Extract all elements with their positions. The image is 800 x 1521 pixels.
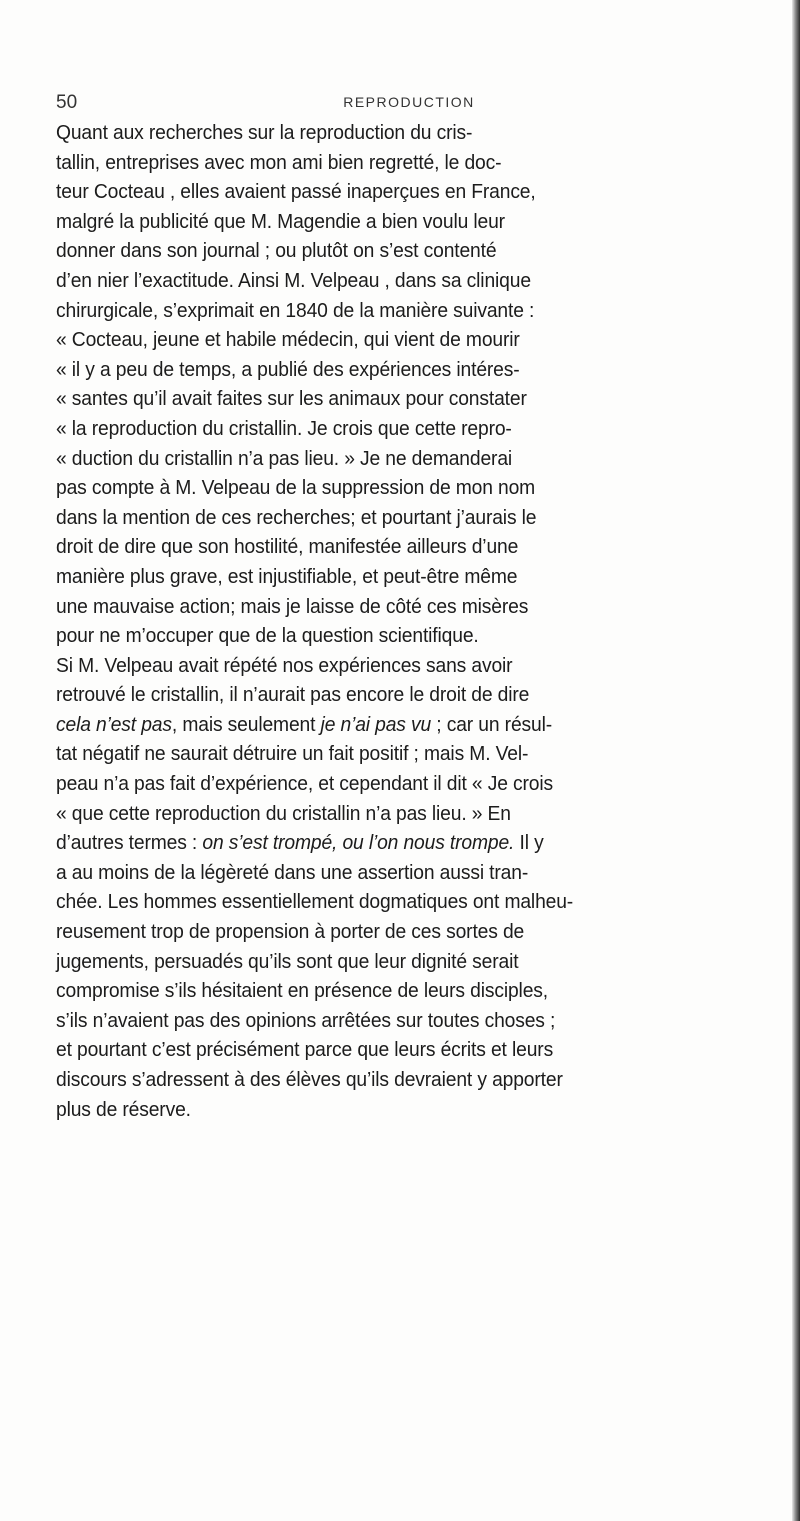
text-line — [56, 177, 748, 207]
text-segment: Il y — [514, 831, 544, 855]
text-segment: pour ne m’occuper que de la question scientifique. — [56, 624, 479, 648]
text-line — [56, 651, 748, 681]
text-line — [56, 444, 748, 474]
text-line — [56, 266, 748, 296]
text-line — [56, 887, 748, 917]
text-segment: « Cocteau, jeune et habile médecin, qui vient de mourir — [56, 328, 520, 352]
text-segment: discours s’adressent à des élèves qu’ils devraient y apporter — [56, 1068, 563, 1091]
text-segment: pas compte à M. Velpeau de la suppression de mon nom — [56, 476, 536, 500]
text-segment: s’ils n’avaient pas des opinions arrêtées sur toutes choses ; — [56, 1008, 556, 1032]
text-line — [56, 355, 748, 385]
italic-text: on s’est trompé, ou l’on nous trompe. — [202, 831, 515, 855]
text-segment: Si M. Velpeau avait répété nos expériences sans avoir — [56, 653, 513, 677]
text-line — [56, 207, 748, 237]
body-text — [56, 118, 792, 1124]
text-segment: a au moins de la légèreté dans une assertion aussi tran- — [56, 860, 529, 884]
text-line — [56, 1006, 748, 1036]
text-segment: d’en nier l’exactitude. Ainsi M. Velpeau , dans sa clinique — [56, 268, 531, 292]
text-line — [56, 414, 748, 444]
text-line — [56, 384, 748, 414]
text-segment: « duction du cristallin n’a pas lieu. » Je ne demanderai — [56, 446, 513, 470]
text-line — [56, 680, 748, 710]
text-segment: une mauvaise action; mais je laisse de côté ces misères — [56, 594, 529, 618]
text-segment: ; car un résul- — [431, 712, 553, 736]
text-segment: d’autres termes : — [56, 831, 203, 855]
text-line — [56, 296, 748, 326]
text-segment: plus de réserve. — [56, 1097, 191, 1121]
text-segment: malgré la publicité que M. Magendie a bien voulu leur — [56, 209, 505, 233]
text-line — [56, 1035, 748, 1065]
italic-text: je n’ai pas vu — [320, 712, 432, 736]
text-segment: teur Cocteau , elles avaient passé inaperçues en France, — [56, 180, 536, 204]
page-number: 50 — [56, 92, 78, 113]
text-line — [56, 148, 748, 178]
page-edge-shadow — [792, 0, 800, 1521]
text-segment: tallin, entreprises avec mon ami bien regretté, le doc- — [56, 150, 502, 174]
text-segment: jugements, persuadés qu’ils sont que leur dignité serait — [56, 949, 519, 973]
text-segment: « santes qu’il avait faites sur les animaux pour constater — [56, 387, 527, 411]
text-segment: « il y a peu de temps, a publié des expériences intéres- — [56, 357, 520, 381]
text-segment: retrouvé le cristallin, il n’aurait pas encore le droit de dire — [56, 683, 530, 707]
text-line — [56, 710, 748, 740]
text-line — [56, 1065, 748, 1095]
text-segment: , mais seulement — [171, 712, 321, 736]
text-segment: peau n’a pas fait d’expérience, et cependant il dit « Je crois — [56, 772, 554, 796]
text-line — [56, 769, 748, 799]
text-segment: tat négatif ne saurait détruire un fait positif ; mais M. Vel- — [56, 742, 529, 766]
page-header — [56, 92, 756, 116]
text-line — [56, 947, 748, 977]
text-segment: manière plus grave, est injustifiable, et peut-être même — [56, 564, 518, 588]
text-segment: chée. Les hommes essentiellement dogmatiques ont malheu- — [56, 890, 574, 914]
text-line — [56, 739, 748, 769]
text-line — [56, 562, 748, 592]
text-segment: et pourtant c’est précisément parce que leurs écrits et leurs — [56, 1038, 554, 1062]
text-line — [56, 858, 748, 888]
text-segment: chirurgicale, s’exprimait en 1840 de la manière suivante : — [56, 298, 535, 322]
text-segment: dans la mention de ces recherches; et pourtant j’aurais le — [56, 505, 537, 529]
text-segment: « la reproduction du cristallin. Je crois que cette repro- — [56, 416, 512, 440]
text-segment: compromise s’ils hésitaient en présence de leurs disciples, — [56, 979, 548, 1003]
text-segment: « que cette reproduction du cristallin n’a pas lieu. » En — [56, 801, 511, 825]
italic-text: cela n’est pas — [56, 712, 172, 736]
text-line — [56, 325, 748, 355]
text-line — [56, 976, 748, 1006]
text-line — [56, 503, 748, 533]
text-line — [56, 532, 748, 562]
text-segment: donner dans son journal ; ou plutôt on s’est contenté — [56, 239, 497, 263]
text-line — [56, 236, 748, 266]
text-line — [56, 828, 748, 858]
text-segment: droit de dire que son hostilité, manifestée ailleurs d’une — [56, 535, 519, 559]
text-line — [56, 621, 748, 651]
text-line — [56, 917, 748, 947]
text-line — [56, 118, 748, 148]
running-head: REPRODUCTION — [343, 94, 475, 110]
text-line — [56, 799, 748, 829]
text-segment: Quant aux recherches sur la reproduction du cris- — [56, 121, 473, 144]
text-line — [56, 592, 748, 622]
text-segment: reusement trop de propension à porter de ces sortes de — [56, 920, 525, 944]
text-line — [56, 473, 748, 503]
text-line — [56, 1095, 748, 1125]
